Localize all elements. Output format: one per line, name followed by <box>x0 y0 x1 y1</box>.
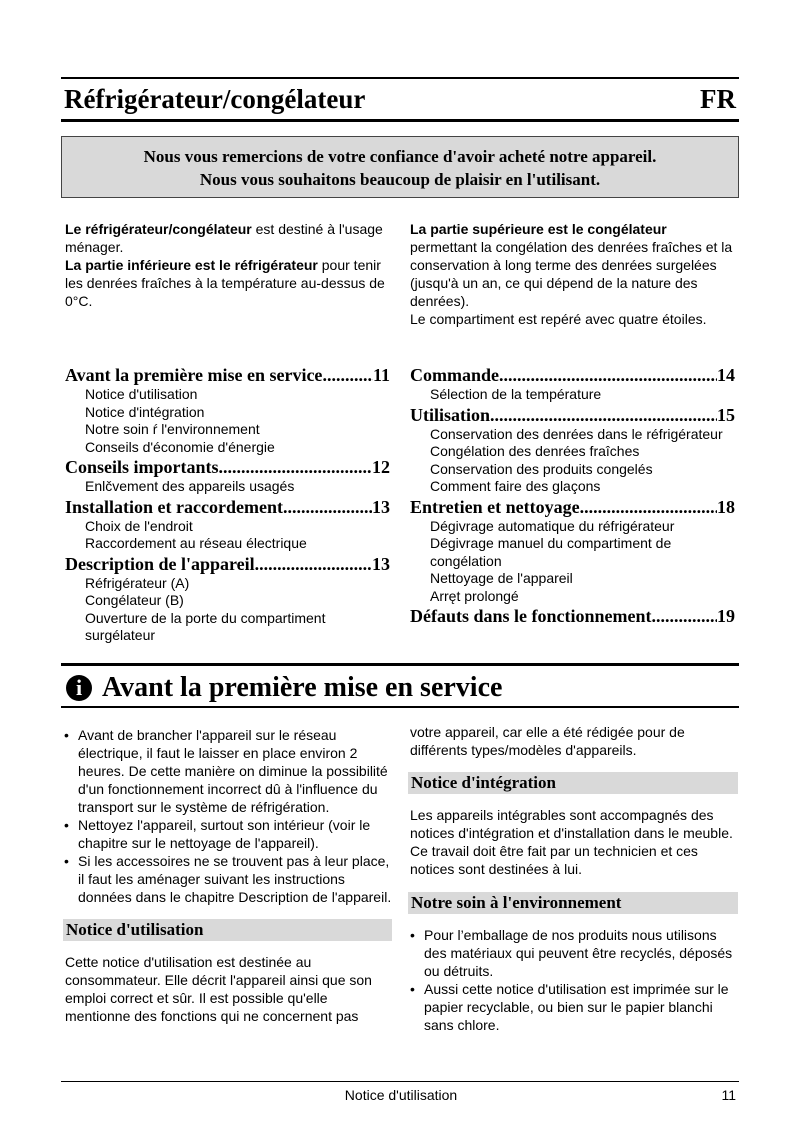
toc-entry-title: Défauts dans le fonctionnement <box>410 606 652 626</box>
toc-entry-page: 19 <box>717 606 735 626</box>
bullet-item: • Nettoyez l'appareil, surtout son intérieur (voir le chapitre sur le nettoyage de l'appareil). <box>62 816 392 852</box>
toc-entry-title: Avant la première mise en service <box>65 365 323 385</box>
toc-entry-title: Description de l'appareil <box>65 553 255 574</box>
toc-entry-title: Commande <box>410 365 499 385</box>
intro-left-bold-1: Le réfrigérateur/congélateur <box>65 221 252 237</box>
toc-entry-title: Conseils importants <box>65 457 219 477</box>
continued-text: votre appareil, car elle a été rédigée pour de différents types/modèles d'appareils. <box>410 724 685 758</box>
toc-subentry: Notre soin ŕ l'environnement <box>85 421 260 437</box>
intro-right-text-2: Le compartiment est repéré avec quatre étoiles. <box>410 311 707 327</box>
toc-subentry: Réfrigérateur (A) <box>85 574 190 591</box>
toc-leader-dots <box>322 364 373 386</box>
toc-leader-dots <box>580 496 717 518</box>
toc-subentry: Ouverture de la porte du compartiment surgélateur <box>85 609 326 643</box>
toc-entry-page: 15 <box>717 404 735 425</box>
footer-label: Notice d'utilisation <box>344 1087 458 1103</box>
header-top-rule <box>61 77 739 79</box>
toc-leader-dots <box>652 605 718 627</box>
header-bottom-rule <box>61 119 739 122</box>
toc-subentry: Congélation des denrées fraîches <box>430 443 640 459</box>
bullet-item: • Avant de brancher l'appareil sur le réseau électrique, il faut le laisser en place environ 2 heures. De cette manière on diminue la possibilité d'un fonctionnement incorrect dû à l'influence du transport sur le système de réfrigération. <box>62 726 392 816</box>
toc-leader-dots <box>499 364 717 386</box>
toc-subentry: Conservation des denrées dans le réfrigérateur <box>430 425 723 442</box>
body-left <box>62 726 392 1025</box>
environment-heading: Notre soin à l'environnement <box>408 892 738 914</box>
toc-entry-page: 18 <box>717 496 735 517</box>
toc-subentry: Dégivrage manuel du compartiment de congélation <box>430 535 672 569</box>
toc-subentry: Congélateur (B) <box>85 592 184 608</box>
intro-right-text-1: permettant la congélation des denrées fraîches et la conservation à long terme des denrées surgelées (jusqu'à un an, ce qui dépend de la nature des denrées). <box>410 239 733 309</box>
toc-subentry: Arręt prolongé <box>430 587 519 604</box>
environment-bullets <box>408 926 738 1034</box>
toc-subentry: Conservation des produits congelés <box>430 460 653 477</box>
toc-entry-title: Utilisation <box>410 404 491 425</box>
section-bottom-rule <box>61 706 739 708</box>
thanks-line-2: Nous vous souhaitons beaucoup de plaisir en l'utilisant. <box>199 170 601 189</box>
toc-entry <box>65 364 390 386</box>
body-right <box>408 723 738 1034</box>
toc-subentry: Notice d'utilisation <box>85 386 198 402</box>
intro-left-bold-2: La partie inférieure est le réfrigérateur <box>65 257 318 273</box>
intro-right-bold-1: La partie supérieure est le congélateur <box>410 221 667 237</box>
toc-entry-page: 13 <box>372 553 390 574</box>
toc-subentry: Notice d'intégration <box>85 403 205 420</box>
intro-left-text-1: est destiné à l'usage ménager. <box>65 221 383 255</box>
language-code: FR <box>700 84 736 114</box>
toc-entry <box>410 496 735 518</box>
toc-entry <box>65 553 390 575</box>
footer-rule <box>61 1081 739 1082</box>
toc-subentry: Comment faire des glaçons <box>430 478 601 494</box>
toc-entry-page: 14 <box>717 365 735 385</box>
intro-right <box>410 220 735 328</box>
section-top-rule <box>61 663 739 666</box>
toc-subentry: Conseils d'économie d'énergie <box>85 438 275 455</box>
thanks-line-1: Nous vous remercions de votre confiance d'avoir acheté notre appareil. <box>143 147 657 166</box>
toc-entry <box>410 404 735 426</box>
toc-leader-dots <box>490 404 717 426</box>
toc-entry-page: 11 <box>372 365 390 385</box>
notice-heading: Notice d'utilisation <box>63 919 392 941</box>
toc-entry <box>410 605 735 627</box>
toc-leader-dots <box>255 553 372 575</box>
intro-left <box>65 220 385 310</box>
notice-text: Cette notice d'utilisation est destinée au consommateur. Elle décrit l'appareil ainsi que son emploi correct et sûr. Il est possible qu'elle mentionne des fonctions qui ne concernent pas <box>65 954 372 1024</box>
toc-entry-title: Installation et raccordement <box>65 496 283 517</box>
section-heading <box>66 672 502 704</box>
bullet-item: • Aussi cette notice d'utilisation est imprimée sur le papier recyclable, ou bien sur le papier blanchi sans chlore. <box>408 980 738 1034</box>
bullet-item: • Si les accessoires ne se trouvent pas à leur place, il faut les aménager suivant les instructions données dans le chapitre Description de l'appareil. <box>62 852 392 906</box>
intro-left-text-2: pour tenir les denrées fraîches à la température au-dessus de 0°C. <box>65 257 385 309</box>
thanks-box <box>61 136 739 198</box>
preparation-bullets <box>62 726 392 906</box>
toc-subentry: Sélection de la température <box>430 386 602 402</box>
toc-left <box>65 364 390 645</box>
toc-subentry: Enlčvement des appareils usagés <box>85 478 295 494</box>
toc-entry <box>410 364 735 386</box>
toc-subentry: Nettoyage de l'appareil <box>430 570 573 586</box>
page-number: 11 <box>721 1087 736 1103</box>
toc-subentry: Raccordement au réseau électrique <box>85 535 307 551</box>
toc-right <box>410 364 735 627</box>
toc-leader-dots <box>219 456 372 478</box>
integration-text: Les appareils intégrables sont accompagnés des notices d'intégration et d'installation dans le meuble. Ce travail doit être fait par un technicien et ces notices sont destinées à lui. <box>410 807 733 877</box>
toc-subentry: Dégivrage automatique du réfrigérateur <box>430 517 675 534</box>
integration-heading: Notice d'intégration <box>408 772 738 794</box>
toc-entry-title: Entretien et nettoyage <box>410 496 580 517</box>
toc-leader-dots <box>283 496 372 518</box>
info-icon: i <box>66 675 92 701</box>
toc-entry-page: 13 <box>372 496 390 517</box>
toc-subentry: Choix de l'endroit <box>85 517 193 534</box>
toc-entry <box>65 456 390 478</box>
bullet-item: • Pour l’emballage de nos produits nous utilisons des matériaux qui peuvent être recyclés, déposés ou détruits. <box>408 926 738 980</box>
toc-entry <box>65 496 390 518</box>
section-title-text: Avant la première mise en service <box>102 672 503 703</box>
document-title: Réfrigérateur/congélateur <box>64 84 366 114</box>
toc-entry-page: 12 <box>372 457 390 477</box>
